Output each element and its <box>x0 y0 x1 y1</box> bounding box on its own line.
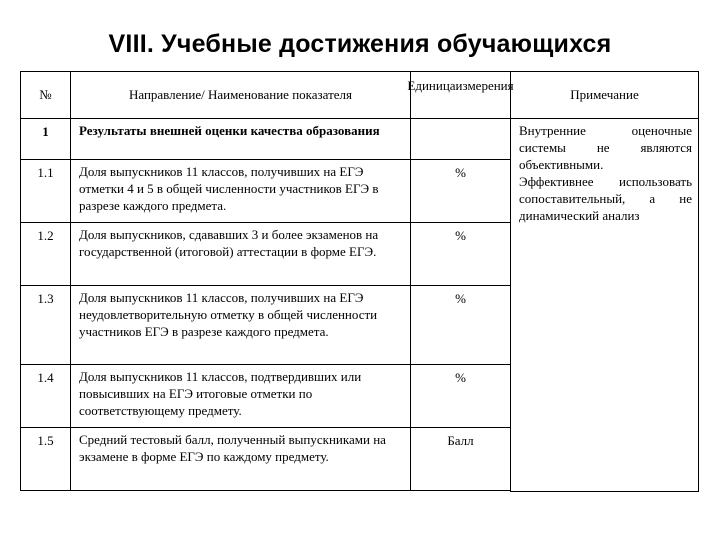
header-unit-cell <box>407 72 514 119</box>
achievements-table <box>20 71 699 492</box>
row-unit: % <box>455 370 466 385</box>
row-unit: % <box>455 165 466 180</box>
row-unit: % <box>455 228 466 243</box>
header-indicator-cell <box>71 72 411 119</box>
row-number: 1 <box>42 124 49 139</box>
header-number: № <box>39 87 52 102</box>
page-title: VIII. Учебные достижения обучающихся <box>108 30 612 58</box>
note-cell <box>511 119 699 492</box>
header-unit <box>407 72 514 118</box>
note-line2: Эффективнее использовать сопоставительный, а не динамический анализ <box>519 174 692 223</box>
note-line1: Внутренние оценочные системы не являются объективными. <box>519 123 692 172</box>
row-indicator: Доля выпускников, сдававших 3 и более экзаменов на государственной (итоговой) аттестации в форме ЕГЭ. <box>79 227 379 259</box>
note-text <box>511 119 698 224</box>
header-number-cell <box>21 72 71 119</box>
header-row <box>21 72 699 119</box>
row-indicator: Результаты внешней оценки качества образования <box>79 123 380 138</box>
row-indicator: Средний тестовый балл, полученный выпускниками на экзамене в форме ЕГЭ по каждому предмету. <box>79 432 386 464</box>
row-indicator: Доля выпускников 11 классов, получивших на ЕГЭ отметки 4 и 5 в общей численности участников ЕГЭ в разрезе каждого предмета. <box>79 164 379 213</box>
table-row <box>21 119 699 160</box>
row-number: 1.2 <box>37 228 54 243</box>
header-note-cell <box>511 72 699 119</box>
row-indicator: Доля выпускников 11 классов, получивших на ЕГЭ неудовлетворительную отметку в общей численности участников ЕГЭ в разрезе каждого предмета. <box>79 290 378 339</box>
row-indicator: Доля выпускников 11 классов, подтвердивших или повысивших на ЕГЭ итоговые отметки по соответствующему предмету. <box>79 369 362 418</box>
row-number: 1.5 <box>37 433 54 448</box>
row-unit <box>411 119 510 124</box>
row-number: 1.3 <box>37 291 54 306</box>
row-unit: % <box>455 291 466 306</box>
header-note: Примечание <box>570 87 639 102</box>
row-unit: Балл <box>447 433 474 448</box>
header-unit-line1: Единица <box>407 78 456 93</box>
header-unit-line2: измерения <box>455 78 514 93</box>
row-number: 1.4 <box>37 370 54 385</box>
row-number: 1.1 <box>37 165 54 180</box>
header-indicator: Направление/ Наименование показателя <box>128 87 353 102</box>
